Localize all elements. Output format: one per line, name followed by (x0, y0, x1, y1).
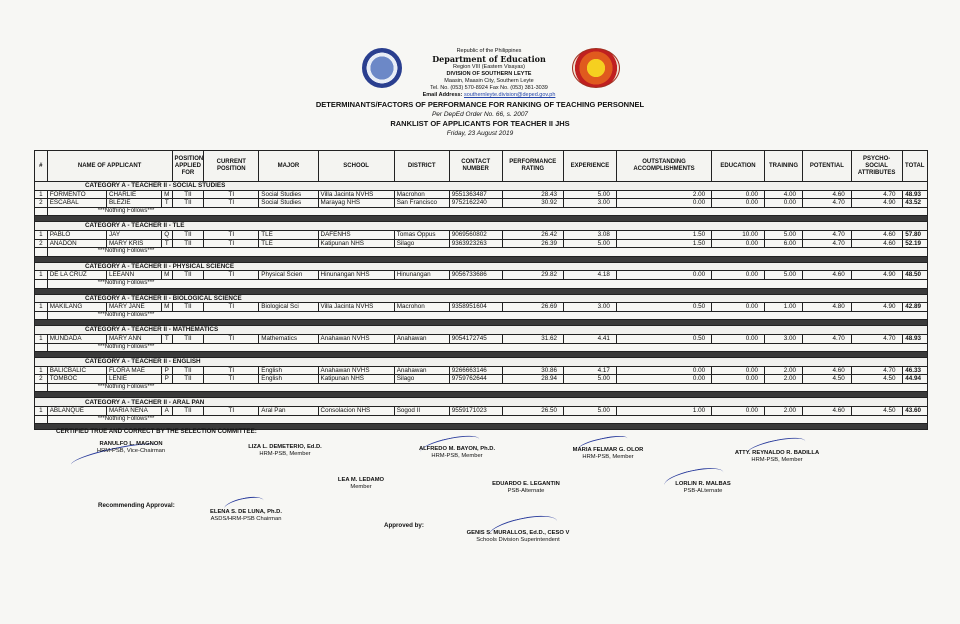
table-row (35, 230, 928, 239)
cell-district: Macrohon (394, 190, 449, 199)
cell-train: 5.00 (764, 230, 802, 239)
cell-acc: 1.50 (616, 239, 711, 248)
cell-major: Biological Sci (259, 303, 318, 312)
cell-pot: 4.70 (803, 239, 852, 248)
col-header-contact: CONTACT NUMBER (449, 151, 502, 182)
cell-first: MARY ANN (106, 334, 161, 343)
cell-school: Villa Jacinta NVHS (318, 303, 394, 312)
cell-contact: 9069560802 (449, 230, 502, 239)
cell-mi: P (161, 366, 172, 375)
signatory-4: MARIA FELMAR G. OLOR HRM-PSB, Member (572, 447, 644, 460)
cell-psy: 4.70 (851, 190, 902, 199)
cell-psy: 4.90 (851, 303, 902, 312)
cell-edu: 10.00 (712, 230, 765, 239)
cell-contact: 9759762644 (449, 375, 502, 384)
cell-mi: M (161, 271, 172, 280)
table-row (35, 199, 928, 208)
col-header-education: EDUCATION (712, 151, 765, 182)
cell-perf: 26.39 (502, 239, 563, 248)
col-header-district: DISTRICT (394, 151, 449, 182)
cell-first: MARIA NENA (106, 407, 161, 416)
table-row (35, 271, 928, 280)
nothing-follows-row (35, 383, 928, 392)
deped-seal-logo (362, 48, 402, 88)
cell-district: Tomas Oppus (394, 230, 449, 239)
table-row (35, 303, 928, 312)
cell-exp: 4.41 (563, 334, 616, 343)
col-header-experience: EXPERIENCE (563, 151, 616, 182)
department-line: Department of Education (432, 54, 546, 64)
cell-psy: 4.90 (851, 271, 902, 280)
nothing-follows-note: ***Nothing Follows*** (47, 343, 927, 352)
cell-acc: 0.50 (616, 334, 711, 343)
signatory-6: LEA M. LEDAMO Member (337, 477, 385, 490)
cell-major: TLE (259, 239, 318, 248)
cell-school: Katipunan NHS (318, 239, 394, 248)
cell-pot: 4.70 (803, 334, 852, 343)
cell-applied: TII (172, 375, 204, 384)
cell-current: TI (204, 407, 259, 416)
cell-district: San Francisco (394, 199, 449, 208)
cell-psy: 4.60 (851, 239, 902, 248)
cell-applied: TII (172, 366, 204, 375)
table-body (35, 182, 928, 430)
cell-current: TI (204, 303, 259, 312)
cell-train: 0.00 (764, 199, 802, 208)
cell-acc: 0.00 (616, 375, 711, 384)
cell-exp: 4.18 (563, 271, 616, 280)
cell-last: DE LA CRUZ (47, 271, 106, 280)
col-header-name: NAME OF APPLICANT (47, 151, 172, 182)
category-label: CATEGORY A - TEACHER II - MATHEMATICS (35, 326, 928, 335)
cell-mi: A (161, 407, 172, 416)
cell-contact: 9363923263 (449, 239, 502, 248)
republic-line: Republic of the Philippines (456, 48, 522, 54)
nothing-follows-row (35, 311, 928, 320)
cell-last: BALICBALIC (47, 366, 106, 375)
category-header-row (35, 358, 928, 367)
cell-first: JAY (106, 230, 161, 239)
col-header-outstanding: OUTSTANDING ACCOMPLISHMENTS (616, 151, 711, 182)
cell-current: TI (204, 230, 259, 239)
cell-school: Katipunan NHS (318, 375, 394, 384)
cell-contact: 9752162240 (449, 199, 502, 208)
cell-mi: T (161, 199, 172, 208)
cell-acc: 1.00 (616, 407, 711, 416)
cell-district: Anahawan (394, 334, 449, 343)
cell-current: TI (204, 199, 259, 208)
cell-total: 42.89 (902, 303, 928, 312)
cell-pot: 4.50 (803, 375, 852, 384)
cell-contact: 9551363487 (449, 190, 502, 199)
cell-edu: 0.00 (712, 190, 765, 199)
cell-perf: 26.42 (502, 230, 563, 239)
cell-district: Sogod II (394, 407, 449, 416)
cell-mi: T (161, 239, 172, 248)
col-header-psycho: PSYCHO-SOCIAL ATTRIBUTES (851, 151, 902, 182)
order-reference: Per DepEd Order No. 66, s. 2007 (431, 111, 529, 118)
cell-school: DAFENHS (318, 230, 394, 239)
nothing-follows-row (35, 415, 928, 424)
cell-perf: 29.82 (502, 271, 563, 280)
cell-total: 48.93 (902, 190, 928, 199)
cell-major: English (259, 375, 318, 384)
cell-applied: TII (172, 230, 204, 239)
signatory-8: LORLIN R. MALBAS PSB-ALternate (675, 481, 731, 494)
empty-cell (35, 248, 48, 257)
cell-acc: 1.50 (616, 230, 711, 239)
cell-psy: 4.50 (851, 375, 902, 384)
table-header-row (35, 151, 928, 182)
cell-train: 4.00 (764, 190, 802, 199)
cell-district: Hinunangan (394, 271, 449, 280)
approver-signatory: GENIS S. MURALLOS, Ed.D., CESO V Schools Division Superintendent (466, 530, 570, 543)
cell-train: 6.00 (764, 239, 802, 248)
cell-school: Anahawan NVHS (318, 366, 394, 375)
category-header-row (35, 262, 928, 271)
cell-pot: 4.60 (803, 407, 852, 416)
cell-pot: 4.60 (803, 271, 852, 280)
cell-edu: 0.00 (712, 366, 765, 375)
nothing-follows-row (35, 279, 928, 288)
nothing-follows-note: ***Nothing Follows*** (47, 207, 927, 216)
cell-applied: TII (172, 271, 204, 280)
tel-line: Tel. No. (053) 570-8924 Fax No. (053) 381-3039 (430, 85, 548, 91)
cell-current: TI (204, 239, 259, 248)
nothing-follows-row (35, 343, 928, 352)
cell-edu: 0.00 (712, 271, 765, 280)
empty-cell (35, 311, 48, 320)
cell-current: TI (204, 190, 259, 199)
cell-psy: 4.50 (851, 407, 902, 416)
col-header-position-applied: POSITION APPLIED FOR (172, 151, 204, 182)
cell-applied: TII (172, 199, 204, 208)
cell-total: 57.80 (902, 230, 928, 239)
main-title: DETERMINANTS/FACTORS OF PERFORMANCE FOR RANKING OF TEACHING PERSONNEL (315, 100, 645, 109)
ranklist-table (34, 150, 928, 430)
signatory-5: ATTY. REYNALDO R. BADILLA HRM-PSB, Member (734, 450, 820, 463)
cell-last: MAKILANG (47, 303, 106, 312)
cell-major: Social Studies (259, 190, 318, 199)
cell-no: 2 (35, 199, 48, 208)
cell-total: 43.52 (902, 199, 928, 208)
cell-district: Silago (394, 239, 449, 248)
cell-train: 2.00 (764, 407, 802, 416)
nothing-follows-note: ***Nothing Follows*** (47, 415, 927, 424)
ranklist-title: RANKLIST OF APPLICANTS FOR TEACHER II JHS (390, 119, 570, 128)
cell-perf: 28.43 (502, 190, 563, 199)
address-line: Maasin, Maasin City, Southern Leyte (444, 78, 534, 84)
cell-psy: 4.70 (851, 334, 902, 343)
letterhead (414, 48, 564, 99)
cell-school: Consolacion NHS (318, 407, 394, 416)
category-label: CATEGORY A - TEACHER II - SOCIAL STUDIES (35, 182, 928, 191)
cell-pot: 4.70 (803, 199, 852, 208)
cell-last: ABLANQUE (47, 407, 106, 416)
division-line: DIVISION OF SOUTHERN LEYTE (446, 71, 532, 77)
cell-no: 1 (35, 303, 48, 312)
cell-pot: 4.60 (803, 366, 852, 375)
cell-edu: 0.00 (712, 239, 765, 248)
signatory-3: ALFREDO M. BAYON, Ph.D. HRM-PSB, Member (418, 446, 496, 459)
cell-applied: TII (172, 334, 204, 343)
certified-statement: CERTIFIED TRUE AND CORRECT BY THE SELECTION COMMITTEE: (56, 428, 257, 435)
cell-perf: 28.94 (502, 375, 563, 384)
cell-district: Anahawan (394, 366, 449, 375)
category-label: CATEGORY A - TEACHER II - PHYSICAL SCIENCE (35, 262, 928, 271)
cell-no: 1 (35, 230, 48, 239)
cell-first: MARY JANE (106, 303, 161, 312)
cell-contact: 9266663146 (449, 366, 502, 375)
col-header-current-position: CURRENT POSITION (204, 151, 259, 182)
cell-applied: TII (172, 303, 204, 312)
signatory-2: LIZA L. DEMETERIO, Ed.D. HRM-PSB, Member (248, 444, 322, 457)
table-row (35, 334, 928, 343)
cell-perf: 30.92 (502, 199, 563, 208)
col-header-total: TOTAL (902, 151, 928, 182)
cell-no: 1 (35, 407, 48, 416)
cell-first: CHARLIE (106, 190, 161, 199)
cell-train: 3.00 (764, 334, 802, 343)
category-label: CATEGORY A - TEACHER II - ENGLISH (35, 358, 928, 367)
cell-total: 52.19 (902, 239, 928, 248)
category-label: CATEGORY A - TEACHER II - ARAL PAN (35, 398, 928, 407)
recommending-approval-label: Recommending Approval: (98, 502, 175, 509)
nothing-follows-note: ***Nothing Follows*** (47, 311, 927, 320)
cell-acc: 0.00 (616, 199, 711, 208)
cell-school: Hinunangan NHS (318, 271, 394, 280)
approved-by-label: Approved by: (384, 522, 424, 529)
signatory-7: EDUARDO E. LEGANTIN PSB-Alternate (492, 481, 560, 494)
cell-no: 1 (35, 334, 48, 343)
cell-no: 1 (35, 366, 48, 375)
cell-applied: TII (172, 190, 204, 199)
empty-cell (35, 343, 48, 352)
cell-current: TI (204, 366, 259, 375)
cell-contact: 9358951604 (449, 303, 502, 312)
cell-edu: 0.00 (712, 375, 765, 384)
cell-edu: 0.00 (712, 334, 765, 343)
cell-contact: 9559171023 (449, 407, 502, 416)
division-seal-logo (572, 48, 620, 88)
cell-train: 2.00 (764, 366, 802, 375)
cell-major: Physical Scien (259, 271, 318, 280)
cell-current: TI (204, 271, 259, 280)
cell-total: 44.94 (902, 375, 928, 384)
cell-acc: 2.00 (616, 190, 711, 199)
cell-mi: Q (161, 230, 172, 239)
col-header-training: TRAINING (764, 151, 802, 182)
empty-cell (35, 415, 48, 424)
category-label: CATEGORY A - TEACHER II - BIOLOGICAL SCIENCE (35, 294, 928, 303)
empty-cell (35, 207, 48, 216)
cell-perf: 26.69 (502, 303, 563, 312)
cell-perf: 30.86 (502, 366, 563, 375)
nothing-follows-note: ***Nothing Follows*** (47, 279, 927, 288)
cell-last: PABLO (47, 230, 106, 239)
col-header-major: MAJOR (259, 151, 318, 182)
cell-train: 2.00 (764, 375, 802, 384)
cell-exp: 4.17 (563, 366, 616, 375)
cell-pot: 4.70 (803, 230, 852, 239)
nothing-follows-note: ***Nothing Follows*** (47, 248, 927, 257)
cell-first: LEEANN (106, 271, 161, 280)
category-label: CATEGORY A - TEACHER II - TLE (35, 222, 928, 231)
cell-mi: M (161, 190, 172, 199)
cell-contact: 9054172745 (449, 334, 502, 343)
table-row (35, 366, 928, 375)
nothing-follows-row (35, 207, 928, 216)
cell-total: 48.50 (902, 271, 928, 280)
cell-pot: 4.80 (803, 303, 852, 312)
cell-exp: 5.00 (563, 190, 616, 199)
cell-psy: 4.90 (851, 199, 902, 208)
cell-no: 1 (35, 271, 48, 280)
empty-cell (35, 279, 48, 288)
cell-total: 46.33 (902, 366, 928, 375)
category-header-row (35, 182, 928, 191)
table-row (35, 407, 928, 416)
cell-no: 2 (35, 375, 48, 384)
cell-acc: 0.00 (616, 366, 711, 375)
nothing-follows-row (35, 248, 928, 257)
cell-no: 2 (35, 239, 48, 248)
recommender-signatory: ELENA S. DE LUNA, Ph.D. ASDS/HRM-PSB Chairman (210, 509, 282, 522)
cell-school: Anahawan NVHS (318, 334, 394, 343)
cell-major: Aral Pan (259, 407, 318, 416)
category-header-row (35, 326, 928, 335)
cell-exp: 5.00 (563, 239, 616, 248)
cell-mi: T (161, 334, 172, 343)
category-header-row (35, 294, 928, 303)
document-date: Friday, 23 August 2019 (446, 130, 514, 137)
cell-first: FLORA MAE (106, 366, 161, 375)
cell-contact: 9056733686 (449, 271, 502, 280)
category-header-row (35, 222, 928, 231)
cell-train: 1.00 (764, 303, 802, 312)
cell-perf: 31.62 (502, 334, 563, 343)
cell-total: 48.93 (902, 334, 928, 343)
cell-first: BLEZIE (106, 199, 161, 208)
cell-perf: 26.50 (502, 407, 563, 416)
cell-psy: 4.60 (851, 230, 902, 239)
cell-district: Macrohon (394, 303, 449, 312)
cell-last: TOMBOC (47, 375, 106, 384)
cell-major: Social Studies (259, 199, 318, 208)
signatory-1: RANULFO L. MAGNON HRM-PSB, Vice-Chairman (96, 441, 166, 454)
cell-mi: M (161, 303, 172, 312)
cell-edu: 0.00 (712, 407, 765, 416)
document-titles (280, 100, 680, 138)
cell-psy: 4.70 (851, 366, 902, 375)
cell-no: 1 (35, 190, 48, 199)
cell-last: FORMENTO (47, 190, 106, 199)
cell-total: 43.60 (902, 407, 928, 416)
table-row (35, 375, 928, 384)
cell-train: 5.00 (764, 271, 802, 280)
cell-exp: 3.00 (563, 303, 616, 312)
cell-first: LENIE (106, 375, 161, 384)
col-header-school: SCHOOL (318, 151, 394, 182)
cell-last: MUNDADA (47, 334, 106, 343)
cell-district: Silago (394, 375, 449, 384)
table-row (35, 239, 928, 248)
cell-first: MARY KRIS (106, 239, 161, 248)
cell-major: Mathematics (259, 334, 318, 343)
cell-exp: 5.00 (563, 407, 616, 416)
cell-edu: 0.00 (712, 199, 765, 208)
cell-acc: 0.50 (616, 303, 711, 312)
email-line: Email Address: southernleyte.division@deped.gov.ph (422, 92, 556, 98)
cell-last: ANADON (47, 239, 106, 248)
cell-current: TI (204, 375, 259, 384)
cell-school: Villa Jacinta NVHS (318, 190, 394, 199)
empty-cell (35, 383, 48, 392)
cell-applied: TII (172, 239, 204, 248)
col-header-performance: PERFORMANCE RATING (502, 151, 563, 182)
cell-exp: 3.00 (563, 199, 616, 208)
cell-exp: 3.08 (563, 230, 616, 239)
cell-major: English (259, 366, 318, 375)
cell-applied: TII (172, 407, 204, 416)
cell-mi: P (161, 375, 172, 384)
cell-pot: 4.60 (803, 190, 852, 199)
email-link[interactable]: southernleyte.division@deped.gov.ph (463, 92, 556, 98)
category-header-row (35, 398, 928, 407)
cell-current: TI (204, 334, 259, 343)
nothing-follows-note: ***Nothing Follows*** (47, 383, 927, 392)
cell-acc: 0.00 (616, 271, 711, 280)
col-header-potential: POTENTIAL (803, 151, 852, 182)
cell-edu: 0.00 (712, 303, 765, 312)
cell-exp: 5.00 (563, 375, 616, 384)
region-line: Region VIII (Eastern Visayas) (452, 64, 526, 70)
cell-last: ESCABAL (47, 199, 106, 208)
cell-major: TLE (259, 230, 318, 239)
cell-school: Marayag NHS (318, 199, 394, 208)
table-row (35, 190, 928, 199)
col-header-num: # (35, 151, 48, 182)
